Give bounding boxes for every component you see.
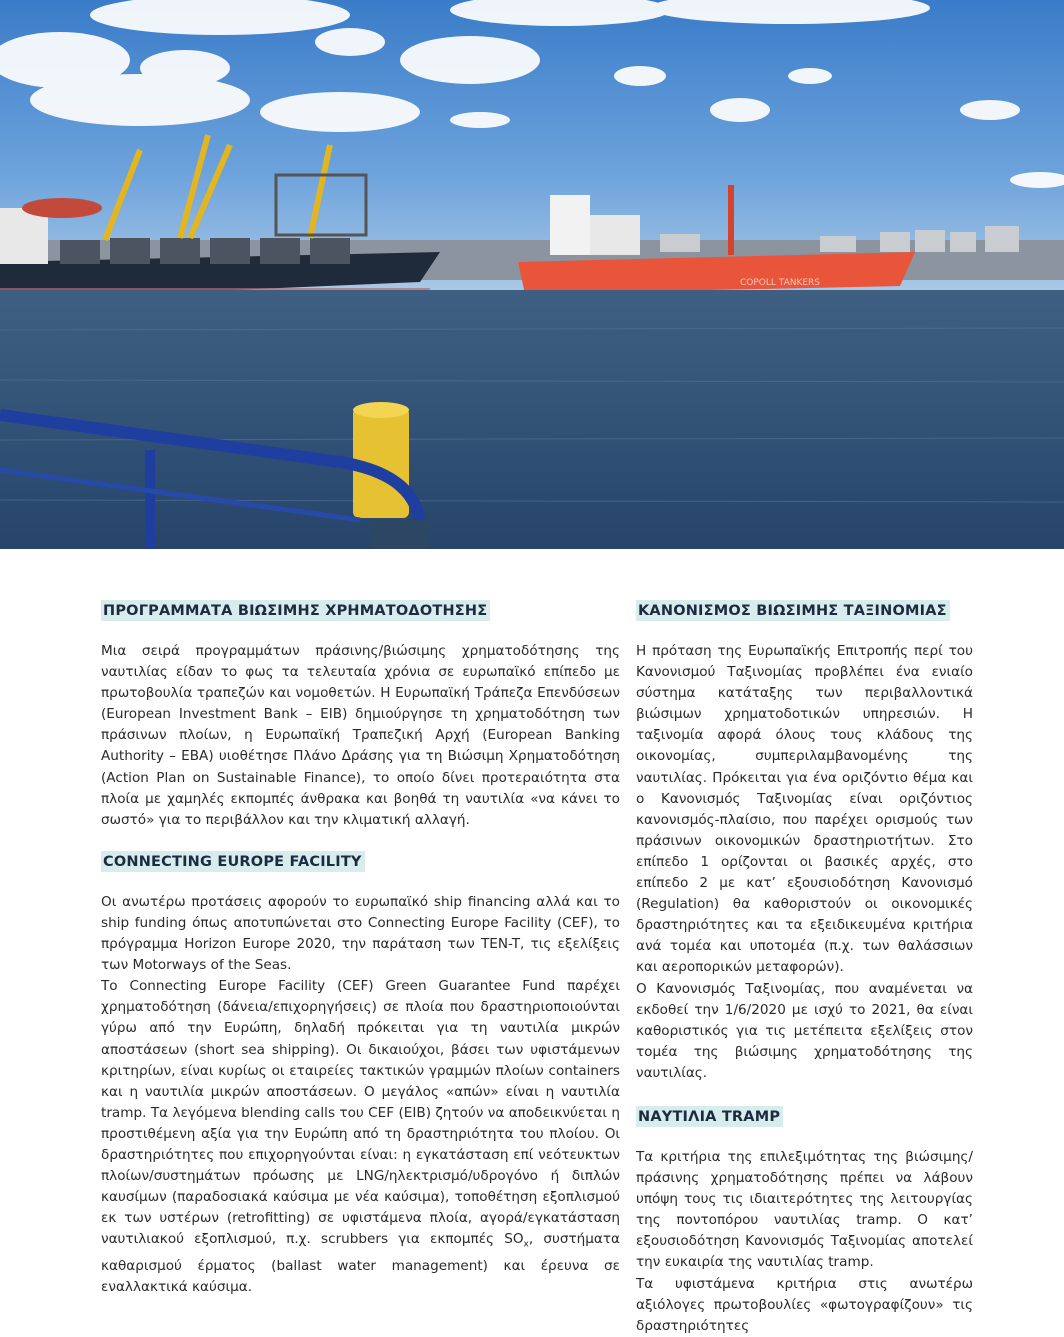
paragraph-cef-green-fund-part-a: Το Connecting Europe Facility (CEF) Green Guarantee Fund παρέχει χρηματοδότηση (δάνεια/επιχορηγήσεις) σε πλοία που δραστηριοποιούνται γύρω από την Ευρώπη, δηλαδή πρόκειται για τη ναυτιλία μικρών αποστάσεων (short sea shipping). Οι δικαιούχοι, βάσει των υφιστάμενων κριτηρίων, είναι κυρίως οι εταιρείες τακτικών γραμμών πλοίων containers και η ναυτιλία μικρών αποστάσεων. Ο μεγάλος «απών» είναι η ναυτιλία tramp. Τα λεγόμενα blending calls του CEF (EIB) ζητούν να αποδεικνύεται η προστιθέμενη αξία για την Ευρώπη από τη δραστηριότητα του πλοίου. Οι δραστηριότητες που επιχορηγούνται είναι: η εγκατάσταση επί νεότευκτων πλοίων/συστημάτων πρόωσης με LNG/ηλεκτρισμό/υδρογόνο ή διπλών καυσίμων (παραδοσιακά καύσιμα με νέα καύσιμα), τοποθέτηση εξοπλισμού εκ των υστέρων (retrofitting) σε υφιστάμενα πλοία, αγορά/εγκατάσταση ναυτιλιακού εξοπλισμού, π.χ. scrubbers για εκπομπές SO	[101, 978, 620, 1248]
section-heading-connecting-europe-facility: CONNECTING EUROPE FACILITY	[101, 851, 365, 872]
paragraph-tramp-existing-criteria: Τα υφιστάμενα κριτήρια στις ανωτέρω αξιόλογες πρωτοβουλίες «φωτογραφίζουν» τις δραστηριότητες	[636, 1275, 973, 1334]
harbor-photo-art	[0, 0, 1064, 549]
ship-name-text: COPOLL TANKERS	[740, 278, 821, 288]
paragraph-cef-intro: Οι ανωτέρω προτάσεις αφορούν το ευρωπαϊκό ship financing αλλά και το ship funding όπως αποτυπώνεται στο Connecting Europe Facility (CEF), το πρόγραμμα Horizon Europe 2020, την παράταση των TEN-T, τις εξελίξεις των Motorways of the Seas.	[101, 893, 620, 974]
paragraph-sustainable-finance: Μια σειρά προγραμμάτων πράσινης/βιώσιμης χρηματοδότησης της ναυτιλίας είδαν το φως τα τελευταία χρόνια σε ευρωπαϊκό επίπεδο με πρωτοβουλία τραπεζών και νομοθετών. Η Ευρωπαϊκή Τράπεζα Επενδύσεων (European Investment Bank – EIB) δημιούργησε τη χρηματοδότηση των πράσινων πλοίων, η Ευρωπαϊκή Τραπεζική Αρχή (European Banking Authority – EBA) υιοθέτησε Πλάνο Δράσης για τη Βιώσιμη Χρηματοδότηση (Action Plan on Sustainable Finance), το οποίο δίνει προτεραιότητα στα πλοία με χαμηλές εκπομπές άνθρακα και βοηθά τη ναυτιλία «να κάνει το σωστό» για το περιβάλλον και την κλιματική αλλαγή.	[101, 643, 620, 828]
paragraph-tramp-criteria: Τα κριτήρια της επιλεξιμότητας της βιώσιμης/πράσινης χρηματοδότησης πρέπει να λάβουν υπόψη τους τις ιδιαιτερότητες της λειτουργίας της ποντοπόρου ναυτιλίας tramp. Ο κατ’ εξουσιοδότηση Κανονισμός Ταξινομίας αποτελεί την ευκαιρία της ναυτιλίας tramp.	[636, 1148, 973, 1271]
paragraph-taxonomy-proposal: Η πρόταση της Ευρωπαϊκής Επιτροπής περί του Κανονισμού Ταξινομίας προβλέπει ένα ενιαίο σύστημα κατάταξης των περιβαλλοντικά βιώσιμων χρηματοδοτικών υπηρεσιών. Η ταξινομία αφορά όλους τους κλάδους της οικονομίας, συμπεριλαμβανομένης της ναυτιλίας. Πρόκειται για ένα οριζόντιο θέμα και ο Κανονισμός Ταξινομίας είναι οριζόντιος κανονισμός-πλαίσιο, που παρέχει ορισμούς των πράσινων οικονομικών δραστηριοτήτων. Στο επίπεδο 1 ορίζονται οι βασικές αρχές, στο επίπεδο 2 με κατ’ εξουσιοδότηση Κανονισμό (Regulation) θα καθοριστούν οι οικονομικές δραστηριότητες και τα εξειδικευμένα κριτήρια ανά τομέα και υποτομέα (π.χ. των θαλάσσιων και αεροπορικών μεταφορών).	[636, 643, 973, 976]
left-column	[101, 600, 620, 1298]
section-heading-sustainable-finance-programs: ΠΡΟΓΡΑΜΜΑΤΑ ΒΙΩΣΙΜΗΣ ΧΡΗΜΑΤΟΔΟΤΗΣΗΣ	[101, 600, 490, 621]
sox-subscript: x	[523, 1240, 529, 1251]
section-heading-taxonomy-regulation: ΚΑΝΟΝΙΣΜΟΣ ΒΙΩΣΙΜΗΣ ΤΑΞΙΝΟΜΙΑΣ	[636, 600, 950, 621]
paragraph-cef-green-fund-part-b: , συστήματα καθαρισμού έρματος (ballast water management) και έρευνα σε εναλλακτικά καύσιμα.	[101, 1231, 620, 1296]
harbor-photo	[0, 0, 1064, 549]
paragraph-taxonomy-date: Ο Κανονισμός Ταξινομίας, που αναμένεται να εκδοθεί την 1/6/2020 με ισχύ το 2021, θα είναι καθοριστικός για τις μετέπειτα εξελίξεις στον τομέα της βιώσιμης χρηματοδότησης της ναυτιλίας.	[636, 980, 973, 1081]
right-column	[636, 600, 973, 1337]
paragraph-cef-green-fund	[101, 976, 620, 1298]
section-heading-tramp-shipping: ΝΑΥΤΙΛΙΑ TRAMP	[636, 1106, 783, 1127]
